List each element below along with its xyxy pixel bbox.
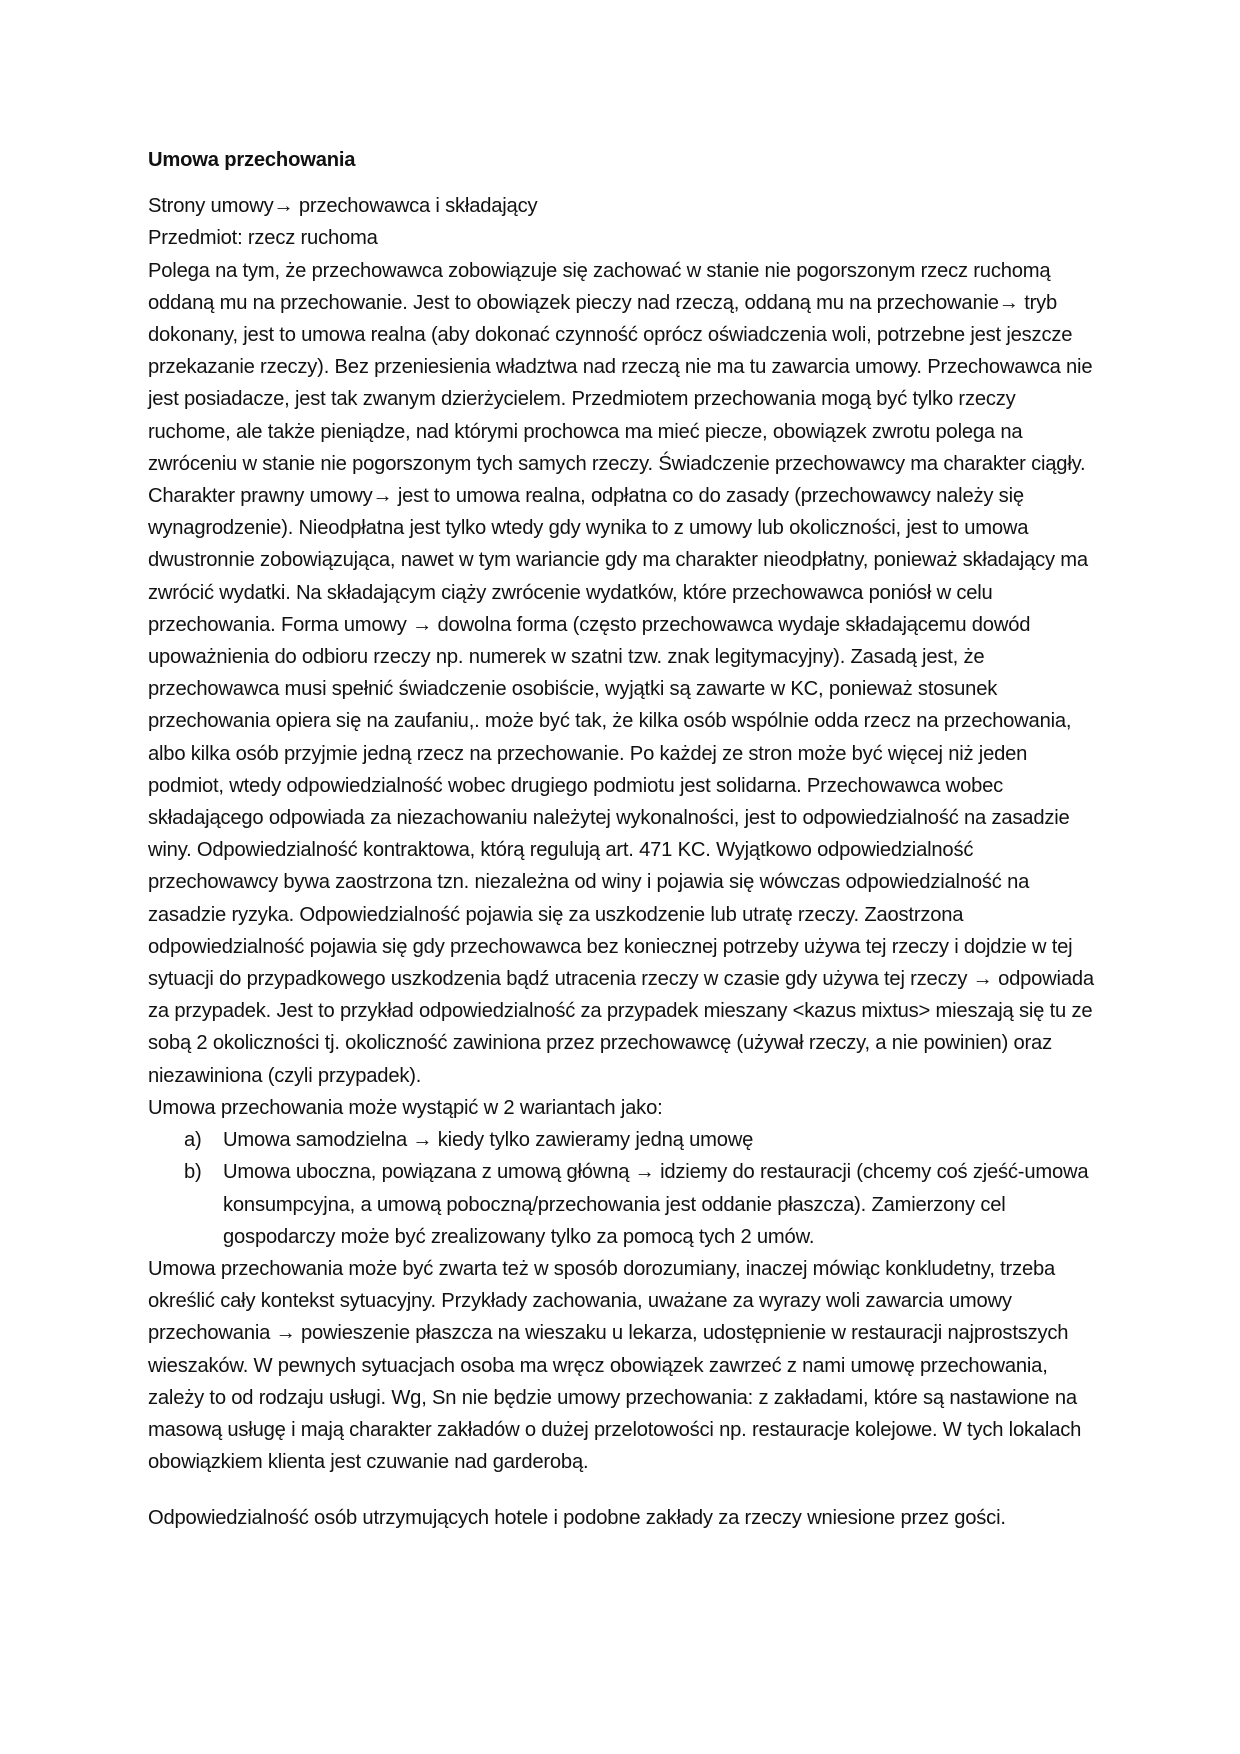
- paragraph-hotel-liability: Odpowiedzialność osób utrzymujących hotele i podobne zakłady za rzeczy wniesione przez gości.: [148, 1507, 1006, 1530]
- spacer: [148, 1478, 1100, 1502]
- list-marker: b): [184, 1161, 202, 1184]
- paragraph-implied-contract: Umowa przechowania może być zwarta też w sposób dorozumiany, inaczej mówiąc konkludetny, trzeba określić cały kontekst sytuacyjny. Przykłady zachowania, uważane za wyrazy woli zawarcia umowy przechowania → powieszenie płaszcza na wieszaku u lekarza, udostępnienie w restauracji najprostszych wieszaków. W pewnych sytuacjach osoba ma wręcz obowiązek zawrzeć z nami umowę przechowania, zależy to od rodzaju usługi. Wg, Sn nie będzie umowy przechowania: z zakładami, które są nastawione na masową usługę i mają charakter zakładów o dużej przelotowości np. restauracje kolejowe. W tych lokalach obowiązkiem klienta jest czuwanie nad garderobą.: [148, 1257, 1082, 1474]
- document-title: Umowa przechowania: [148, 149, 356, 171]
- variants-list: [148, 1124, 1100, 1253]
- list-item-text: Umowa uboczna, powiązana z umową główną → idziemy do restauracji (chcemy coś zjeść-umowa konsumpcyjna, a umową poboczną/przechowania jest oddanie płaszcza). Zamierzony cel gospodarczy może być zrealizowany tylko za pomocą tych 2 umów.: [223, 1161, 1089, 1248]
- list-marker: a): [184, 1129, 202, 1152]
- subject-line: Przedmiot: rzecz ruchoma: [148, 227, 378, 250]
- list-item: [148, 1156, 1100, 1253]
- variants-intro: Umowa przechowania może wystąpić w 2 wariantach jako:: [148, 1096, 663, 1119]
- document-page: [148, 144, 1100, 1535]
- paragraph-main: Polega na tym, że przechowawca zobowiązuje się zachować w stanie nie pogorszonym rzecz ruchomą oddaną mu na przechowanie. Jest to obowiązek pieczy nad rzeczą, oddaną mu na przechowanie→ tryb dokonany, jest to umowa realna (aby dokonać czynność oprócz oświadczenia woli, potrzebne jest jeszcze przekazanie rzeczy). Bez przeniesienia władztwa nad rzeczą nie ma tu zawarcia umowy. Przechowawca nie jest posiadacze, jest tak zwanym dzierżycielem. Przedmiotem przechowania mogą być tylko rzeczy ruchome, ale także pieniądze, nad którymi prochowca ma mieć piecze, obowiązek zwrotu polega na zwróceniu w stanie nie pogorszonym tych samych rzeczy. Świadczenie przechowawcy ma charakter ciągły. Charakter prawny umowy→ jest to umowa realna, odpłatna co do zasady (przechowawcy należy się wynagrodzenie). Nieodpłatna jest tylko wtedy gdy wynika to z umowy lub okoliczności, jest to umowa dwustronnie zobowiązująca, nawet w tym wariancie gdy ma charakter nieodpłatny, ponieważ składający ma zwrócić wydatki. Na składającym ciąży zwrócenie wydatków, które przechowawca poniósł w celu przechowania. Forma umowy → dowolna forma (często przechowawca wydaje składającemu dowód upoważnienia do odbioru rzeczy np. numerek w szatni tzw. znak legitymacyjny). Zasadą jest, że przechowawca musi spełnić świadczenie osobiście, wyjątki są zawarte w KC, ponieważ stosunek przechowania opiera się na zaufaniu,. może być tak, że kilka osób wspólnie odda rzecz na przechowania, albo kilka osób przyjmie jedną rzecz na przechowanie. Po każdej ze stron może być więcej niż jeden podmiot, wtedy odpowiedzialność wobec drugiego podmiotu jest solidarna. Przechowawca wobec składającego odpowiada za niezachowaniu należytej wykonalności, jest to odpowiedzialność na zasadzie winy. Odpowiedzialność kontraktowa, którą regulują art. 471 KC. Wyjątkowo odpowiedzialność przechowawcy bywa zaostrzona tzn. niezależna od winy i pojawia się wówczas odpowiedzialność na zasadzie ryzyka. Odpowiedzialność pojawia się za uszkodzenie lub utratę rzeczy. Zaostrzona odpowiedzialność pojawia się gdy przechowawca bez koniecznej potrzeby używa tej rzeczy i dojdzie w tej sytuacji do przypadkowego uszkodzenia bądź utracenia rzeczy w czasie gdy używa tej rzeczy → odpowiada za przypadek. Jest to przykład odpowiedzialność za przypadek mieszany <kazus mixtus> mieszają się tu ze sobą 2 okoliczności tj. okoliczność zawiniona przez przechowawcę (używał rzeczy, a nie powinien) oraz niezawiniona (czyli przypadek).: [148, 259, 1094, 1087]
- list-item-text: Umowa samodzielna → kiedy tylko zawieramy jedną umowę: [223, 1129, 754, 1152]
- list-item: [148, 1124, 1100, 1156]
- parties-line: Strony umowy→ przechowawca i składający: [148, 195, 538, 218]
